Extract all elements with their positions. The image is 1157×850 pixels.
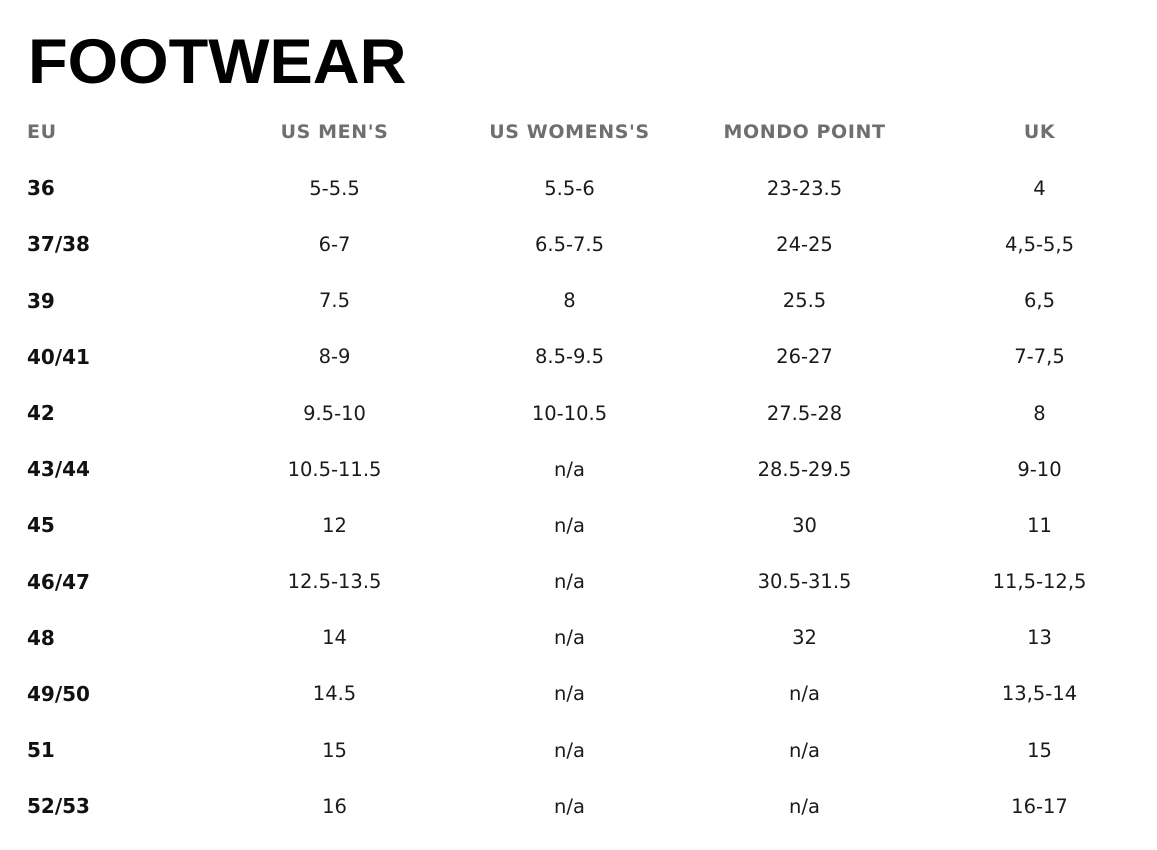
cell-us-womens: 8.5-9.5 — [534, 345, 605, 369]
cell-uk: 11,5-12,5 — [992, 570, 1087, 594]
cell-eu: 46/47 — [27, 569, 90, 594]
column-header-us-mens: US MEN'S — [280, 121, 389, 144]
cell-us-mens: 7.5 — [318, 289, 350, 313]
cell-us-mens: 10.5-11.5 — [287, 457, 382, 481]
cell-uk: 6,5 — [1023, 289, 1055, 313]
cell-mondo-point: 24-25 — [776, 232, 833, 256]
cell-mondo-point: 28.5-29.5 — [757, 457, 852, 481]
cell-eu: 51 — [27, 738, 55, 763]
page-title: FOOTWEAR — [28, 27, 407, 97]
cell-mondo-point: n/a — [789, 682, 820, 706]
cell-uk: 9-10 — [1017, 457, 1062, 481]
cell-uk: 4 — [1033, 176, 1046, 200]
cell-us-mens: 5-5.5 — [309, 176, 360, 200]
column-header-mondo-point: MONDO POINT — [723, 121, 886, 144]
cell-eu: 45 — [27, 513, 55, 538]
cell-eu: 48 — [27, 625, 55, 650]
cell-us-womens: 6.5-7.5 — [534, 232, 605, 256]
table-row — [0, 778, 1157, 834]
table-row — [0, 273, 1157, 329]
cell-eu: 42 — [27, 401, 55, 426]
cell-eu: 40/41 — [27, 344, 90, 369]
cell-us-mens: 15 — [322, 738, 347, 762]
table-row — [0, 666, 1157, 722]
cell-eu: 52/53 — [27, 794, 90, 819]
table-row — [0, 385, 1157, 441]
cell-us-womens: n/a — [554, 626, 585, 650]
cell-eu: 39 — [27, 288, 55, 313]
cell-mondo-point: 25.5 — [782, 289, 827, 313]
table-row — [0, 216, 1157, 272]
cell-mondo-point: n/a — [789, 794, 820, 818]
cell-uk: 13 — [1027, 626, 1052, 650]
cell-eu: 43/44 — [27, 457, 90, 482]
cell-mondo-point: 30 — [792, 513, 817, 537]
cell-mondo-point: 26-27 — [776, 345, 833, 369]
table-row — [0, 160, 1157, 216]
cell-uk: 7-7,5 — [1014, 345, 1065, 369]
column-header-uk: UK — [1023, 121, 1056, 144]
cell-uk: 8 — [1033, 401, 1046, 425]
table-row — [0, 722, 1157, 778]
cell-uk: 4,5-5,5 — [1004, 232, 1075, 256]
cell-uk: 13,5-14 — [1001, 682, 1078, 706]
cell-us-womens: n/a — [554, 513, 585, 537]
cell-us-womens: n/a — [554, 794, 585, 818]
cell-us-mens: 9.5-10 — [303, 401, 366, 425]
table-row — [0, 441, 1157, 497]
cell-eu: 49/50 — [27, 681, 90, 706]
column-header-us-womens: US WOMENS'S — [489, 121, 650, 144]
cell-mondo-point: 30.5-31.5 — [757, 570, 852, 594]
cell-mondo-point: n/a — [789, 738, 820, 762]
table-row — [0, 329, 1157, 385]
cell-us-womens: 10-10.5 — [531, 401, 608, 425]
cell-uk: 11 — [1027, 513, 1052, 537]
cell-us-mens: 16 — [322, 794, 347, 818]
cell-mondo-point: 27.5-28 — [766, 401, 843, 425]
cell-us-mens: 14.5 — [312, 682, 357, 706]
cell-mondo-point: 32 — [792, 626, 817, 650]
cell-uk: 16-17 — [1011, 794, 1068, 818]
cell-us-womens: n/a — [554, 457, 585, 481]
cell-eu: 36 — [27, 176, 55, 201]
size-chart-table — [0, 104, 1157, 834]
cell-us-womens: n/a — [554, 570, 585, 594]
cell-us-womens: 8 — [563, 289, 576, 313]
table-row — [0, 610, 1157, 666]
cell-us-mens: 12.5-13.5 — [287, 570, 382, 594]
cell-us-mens: 6-7 — [318, 232, 351, 256]
cell-us-womens: n/a — [554, 682, 585, 706]
cell-us-mens: 12 — [322, 513, 347, 537]
cell-us-womens: 5.5-6 — [544, 176, 595, 200]
column-header-eu: EU — [27, 121, 57, 144]
cell-eu: 37/38 — [27, 232, 90, 257]
table-row — [0, 554, 1157, 610]
cell-mondo-point: 23-23.5 — [766, 176, 843, 200]
cell-us-mens: 14 — [322, 626, 347, 650]
cell-uk: 15 — [1027, 738, 1052, 762]
table-row — [0, 497, 1157, 553]
table-header-row — [0, 104, 1157, 160]
cell-us-womens: n/a — [554, 738, 585, 762]
cell-us-mens: 8-9 — [318, 345, 351, 369]
